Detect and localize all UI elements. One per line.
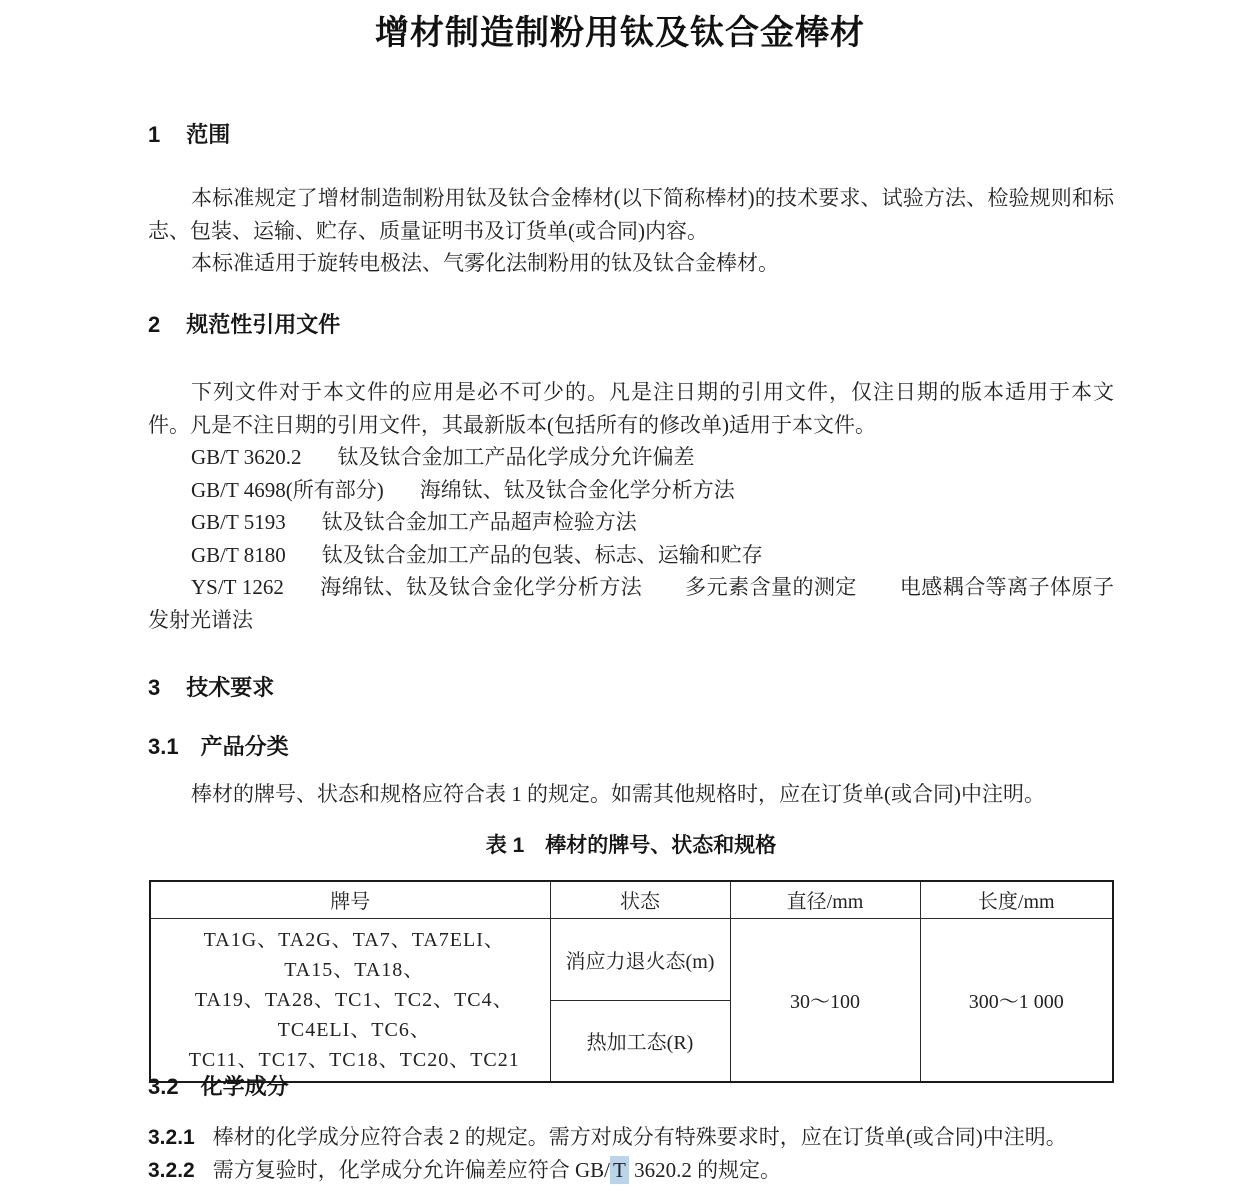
section-title: 范围 <box>186 122 231 147</box>
clause-text-after: 3620.2 的规定。 <box>628 1158 782 1182</box>
references-list <box>148 441 1114 636</box>
header-length: 长度/mm <box>920 881 1113 918</box>
section-number: 3.1 <box>148 734 179 759</box>
section-1-heading <box>148 120 1114 150</box>
reference-title: 海绵钛、钛及钛合金化学分析方法 多元素含量的测定 电感耦合等离子体原子发射光谱法 <box>148 575 1114 632</box>
clause-text: 棒材的化学成分应符合表 2 的规定。需方对成分有特殊要求时，应在订货单(或合同)中注明。 <box>212 1125 1067 1149</box>
clause-number: 3.2.2 <box>148 1159 195 1182</box>
reference-title: 钛及钛合金加工产品化学成分允许偏差 <box>337 445 695 469</box>
section-title: 技术要求 <box>186 675 275 700</box>
section-number: 3.2 <box>148 1074 179 1099</box>
classification-paragraph: 棒材的牌号、状态和规格应符合表 1 的规定。如需其他规格时，应在订货单(或合同)中注明。 <box>191 782 1045 806</box>
grade-line: TC11、TC17、TC18、TC20、TC21 <box>188 1048 520 1071</box>
state-cell-annealed: 消应力退火态(m) <box>550 918 730 1000</box>
clause-3-2-2 <box>148 1154 1114 1188</box>
reference-item <box>148 571 1114 636</box>
reference-code: GB/T 3620.2 <box>191 445 302 469</box>
length-cell: 300～1 000 <box>920 918 1113 1082</box>
clause-number: 3.2.1 <box>148 1126 195 1149</box>
table-row <box>150 918 1113 1000</box>
diameter-cell: 30～100 <box>730 918 920 1082</box>
section-3-2-heading <box>148 1072 1114 1102</box>
table-1 <box>149 880 1114 1083</box>
reference-title: 钛及钛合金加工产品的包装、标志、运输和贮存 <box>321 542 763 567</box>
section-number: 2 <box>148 312 161 337</box>
reference-item <box>148 474 1114 507</box>
section-title: 规范性引用文件 <box>186 312 341 337</box>
scope-paragraph-2: 本标准适用于旋转电极法、气雾化法制粉用的钛及钛合金棒材。 <box>191 251 779 275</box>
clause-text-before: 需方复验时，化学成分允许偏差应符合 GB/ <box>212 1158 610 1182</box>
grade-line: TA19、TA28、TC1、TC2、TC4、TC4ELI、TC6、 <box>194 988 514 1041</box>
header-state: 状态 <box>550 881 730 918</box>
table-1-caption: 表 1 棒材的牌号、状态和规格 <box>485 834 777 857</box>
clause-3-2-1 <box>148 1121 1114 1155</box>
section-number: 3 <box>148 675 161 700</box>
scope-paragraph-1: 本标准规定了增材制造制粉用钛及钛合金棒材(以下简称棒材)的技术要求、试验方法、检验规则和标志、包装、运输、贮存、质量证明书及订货单(或合同)内容。 <box>148 186 1114 243</box>
section-title: 产品分类 <box>200 734 289 759</box>
header-diameter: 直径/mm <box>730 881 920 918</box>
table-header-row <box>150 881 1113 918</box>
section-3-heading <box>148 673 1114 703</box>
section-2-heading <box>148 310 1114 340</box>
reference-code: GB/T 4698(所有部分) <box>191 477 384 502</box>
reference-code: YS/T 1262 <box>191 575 284 599</box>
section-number: 1 <box>148 122 161 147</box>
reference-item <box>148 441 1114 474</box>
section-title: 化学成分 <box>200 1074 289 1099</box>
reference-code: GB/T 8180 <box>191 542 286 567</box>
reference-item <box>148 506 1114 539</box>
reference-title: 海绵钛、钛及钛合金化学分析方法 <box>419 477 735 502</box>
reference-title: 钛及钛合金加工产品超声检验方法 <box>321 510 637 534</box>
reference-item <box>148 539 1114 572</box>
section-3-1-heading <box>148 732 1114 762</box>
state-cell-hotworked: 热加工态(R) <box>550 1000 730 1081</box>
grade-cell <box>150 918 550 1082</box>
header-grade: 牌号 <box>150 881 550 918</box>
highlighted-text: T <box>610 1156 629 1184</box>
doc-title: 增材制造制粉用钛及钛合金棒材 <box>375 14 865 52</box>
grade-line: TA1G、TA2G、TA7、TA7ELI、TA15、TA18、 <box>203 928 505 981</box>
reference-code: GB/T 5193 <box>191 510 286 534</box>
references-intro: 下列文件对于本文件的应用是必不可少的。凡是注日期的引用文件，仅注日期的版本适用于本文件。凡是不注日期的引用文件，其最新版本(包括所有的修改单)适用于本文件。 <box>148 380 1114 437</box>
